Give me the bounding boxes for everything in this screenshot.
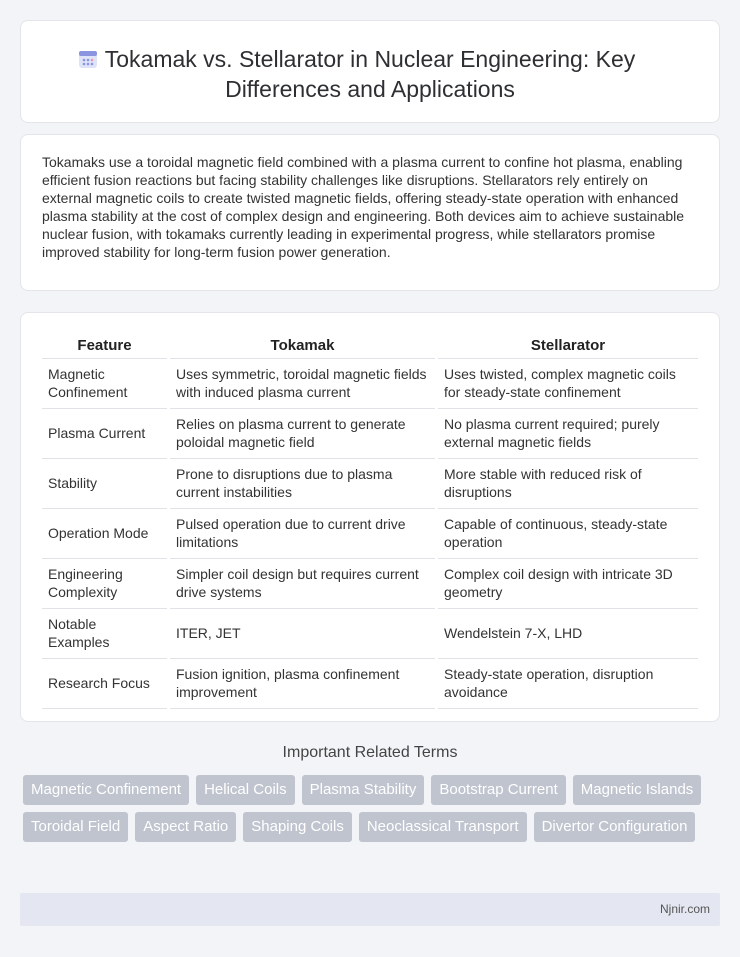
tokamak-cell: ITER, JET [170,609,435,659]
comparison-table [42,332,698,709]
stellarator-cell: Wendelstein 7-X, LHD [438,609,698,659]
table-row [42,559,698,609]
table-row [42,359,698,409]
term-tag[interactable]: Plasma Stability [302,775,425,805]
table-row [42,459,698,509]
term-tag[interactable]: Magnetic Islands [573,775,702,805]
term-tag[interactable]: Shaping Coils [243,812,352,842]
term-tag[interactable]: Aspect Ratio [135,812,236,842]
intro-card [20,134,720,291]
feature-cell: Stability [42,459,167,509]
table-row [42,659,698,709]
table-row [42,409,698,459]
tokamak-cell: Simpler coil design but requires current drive systems [170,559,435,609]
column-header-stellarator: Stellarator [438,332,698,359]
feature-cell: Research Focus [42,659,167,709]
term-tag[interactable]: Helical Coils [196,775,295,805]
term-tag[interactable]: Toroidal Field [23,812,128,842]
term-tag[interactable]: Neoclassical Transport [359,812,527,842]
feature-cell: Notable Examples [42,609,167,659]
stellarator-cell: More stable with reduced risk of disruptions [438,459,698,509]
page-title: Tokamak vs. Stellarator in Nuclear Engineering: Key Differences and Applications [104,46,636,102]
stellarator-cell: Capable of continuous, steady-state operation [438,509,698,559]
feature-cell: Operation Mode [42,509,167,559]
stellarator-cell: Complex coil design with intricate 3D geometry [438,559,698,609]
table-row [42,609,698,659]
table-header-row [42,332,698,359]
table-row [42,509,698,559]
column-header-tokamak: Tokamak [170,332,435,359]
stellarator-cell: No plasma current required; purely external magnetic fields [438,409,698,459]
term-tag[interactable]: Divertor Configuration [534,812,696,842]
footer [20,893,720,926]
feature-cell: Engineering Complexity [42,559,167,609]
term-tag[interactable]: Magnetic Confinement [23,775,189,805]
intro-paragraph: Tokamaks use a toroidal magnetic field combined with a plasma current to confine hot plasma, enabling efficient fusion reactions but facing stability challenges like disruptions. Stellarators rely entirely on external magnetic coils to create twisted magnetic fields, offering steady-state operation with enhanced plasma stability at the cost of complex design and engineering. Both devices aim to achieve sustainable nuclear fusion, with tokamaks currently leading in experimental progress, while stellarators promise improved stability for long-term fusion power generation. [42,154,685,260]
tokamak-cell: Pulsed operation due to current drive limitations [170,509,435,559]
term-tag[interactable]: Bootstrap Current [431,775,565,805]
tokamak-cell: Fusion ignition, plasma confinement improvement [170,659,435,709]
title-card [20,20,720,123]
column-header-feature: Feature [42,332,167,359]
comparison-card [20,312,720,722]
feature-cell: Magnetic Confinement [42,359,167,409]
feature-cell: Plasma Current [42,409,167,459]
stellarator-cell: Steady-state operation, disruption avoidance [438,659,698,709]
tokamak-cell: Uses symmetric, toroidal magnetic fields with induced plasma current [170,359,435,409]
related-terms-list [23,775,713,842]
footer-site-link[interactable]: Njnir.com [659,902,710,916]
tokamak-cell: Relies on plasma current to generate poloidal magnetic field [170,409,435,459]
tokamak-cell: Prone to disruptions due to plasma current instabilities [170,459,435,509]
stellarator-cell: Uses twisted, complex magnetic coils for steady-state confinement [438,359,698,409]
related-terms-heading: Important Related Terms [282,744,458,761]
